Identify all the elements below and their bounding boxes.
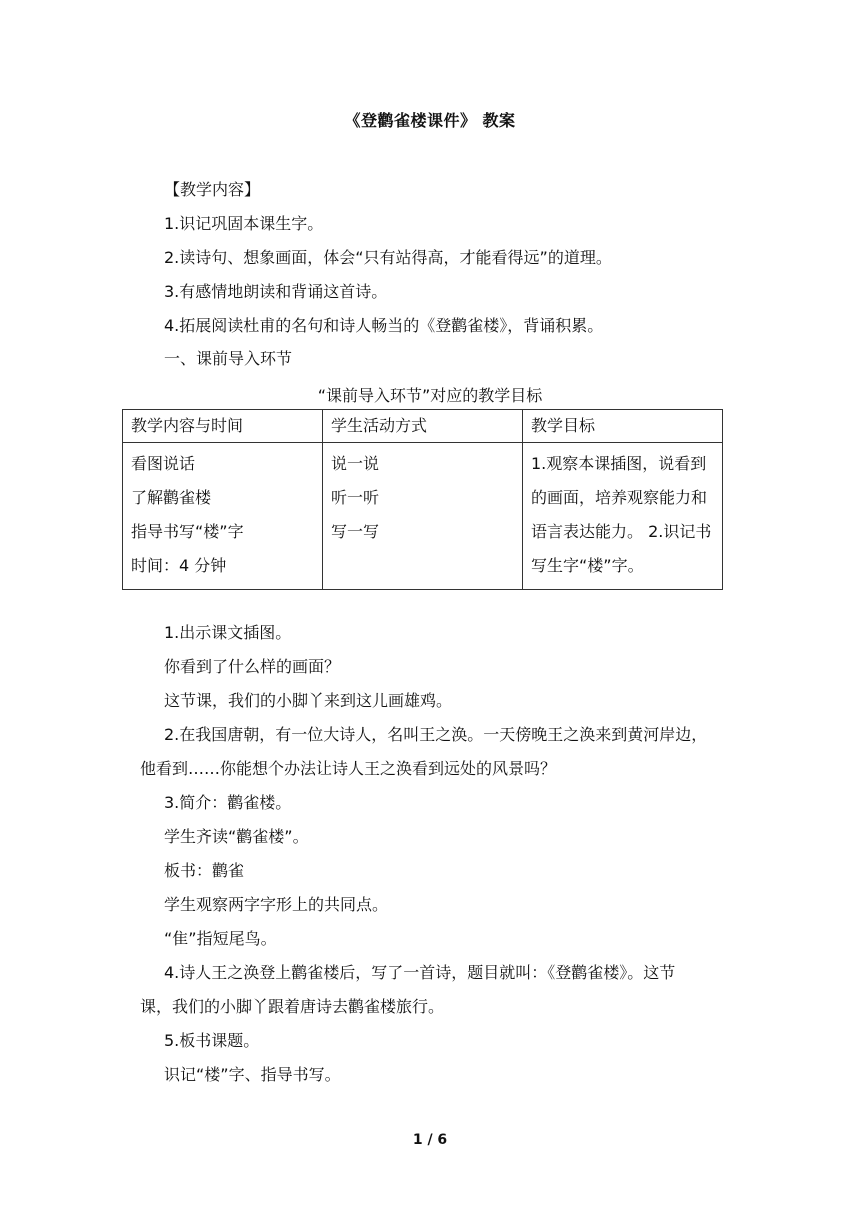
table-cell-activity — [323, 443, 523, 590]
body-line: 你看到了什么样的画面？ — [164, 657, 341, 676]
content-item: 1.识记巩固本课生字。 — [164, 214, 324, 233]
body-line: 板书：鹳雀 — [164, 861, 245, 880]
cell-line: 写一写 — [331, 522, 380, 541]
body-line: 5.板书课题。 — [164, 1031, 260, 1050]
body-line: 课，我们的小脚丫跟着唐诗去鹳雀楼旅行。 — [140, 997, 445, 1016]
body-line: 4.诗人王之涣登上鹳雀楼后，写了一首诗，题目就叫：《登鹳雀楼》。这节 — [164, 963, 676, 982]
table-header-cell: 教学内容与时间 — [123, 410, 323, 443]
cell-line: 说一说 — [331, 454, 380, 473]
cell-line: 看图说话 — [131, 454, 196, 473]
page-number: 1 / 6 — [412, 1132, 448, 1148]
table-caption: “课前导入环节”对应的教学目标 — [317, 386, 543, 405]
body-line: 识记“楼”字、指导书写。 — [164, 1065, 341, 1084]
table-cell-content — [123, 443, 323, 590]
section-heading: 【教学内容】 — [164, 180, 261, 199]
content-item: 2.读诗句、想象画面，体会“只有站得高，才能看得远”的道理。 — [164, 248, 612, 267]
body-line: “隹”指短尾鸟。 — [164, 929, 277, 948]
cell-line: 了解鹳雀楼 — [131, 488, 212, 507]
part-heading: 一、课前导入环节 — [164, 349, 293, 368]
body-line: 他看到……你能想个办法让诗人王之涣看到远处的风景吗？ — [140, 759, 557, 778]
body-line: 学生齐读“鹳雀楼”。 — [164, 827, 309, 846]
table-row — [123, 443, 723, 590]
content-item: 4.拓展阅读杜甫的名句和诗人畅当的《登鹳雀楼》，背诵积累。 — [164, 316, 604, 335]
table-cell-goals: 1.观察本课插图，说看到的画面，培养观察能力和语言表达能力。 2.识记书写生字“楼”字。 — [523, 443, 723, 590]
table-header-cell: 教学目标 — [523, 410, 723, 443]
cell-line: 时间：4 分钟 — [131, 556, 227, 575]
body-line: 这节课，我们的小脚丫来到这儿画雄鸡。 — [164, 691, 453, 710]
cell-line: 指导书写“楼”字 — [131, 522, 244, 541]
table-header-cell: 学生活动方式 — [323, 410, 523, 443]
table-header-row — [123, 410, 723, 443]
body-line: 3.简介：鹳雀楼。 — [164, 793, 292, 812]
content-item: 3.有感情地朗读和背诵这首诗。 — [164, 282, 388, 301]
body-line: 1.出示课文插图。 — [164, 623, 292, 642]
cell-line: 听一听 — [331, 488, 380, 507]
body-line: 学生观察两字字形上的共同点。 — [164, 895, 389, 914]
document-title: 《登鹳雀楼课件》 教案 — [344, 111, 516, 130]
goals-table — [122, 409, 723, 590]
body-line: 2.在我国唐朝，有一位大诗人，名叫王之涣。一天傍晚王之涣来到黄河岸边， — [164, 725, 708, 744]
